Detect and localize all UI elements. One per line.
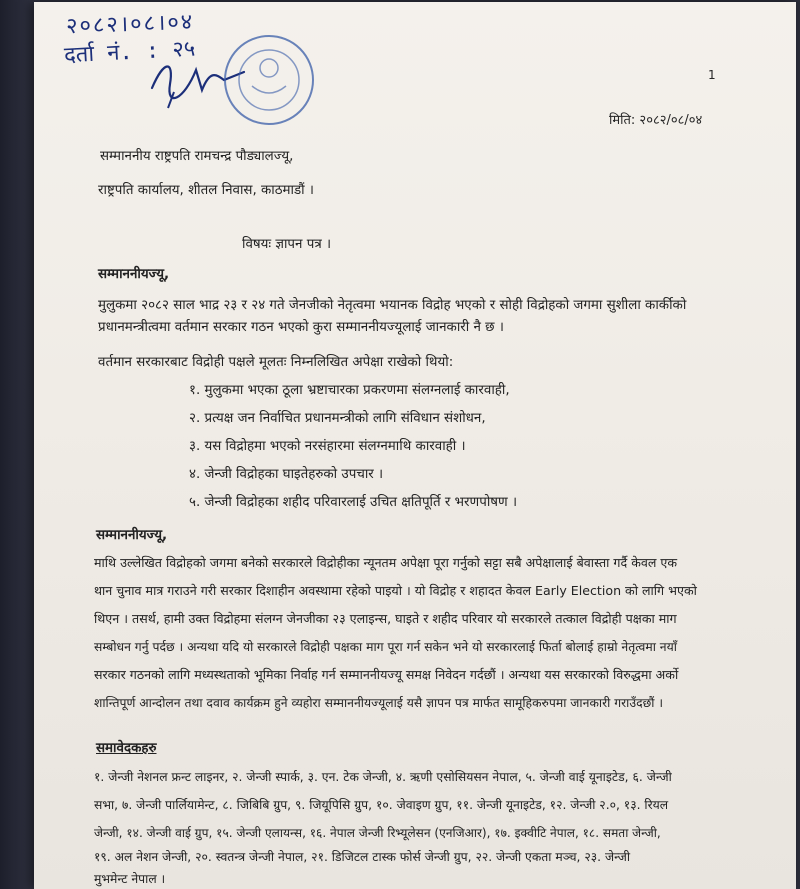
demand-item: ५. जेन्जी विद्रोहका शहीद परिवारलाई उचित क्षतिपूर्ति र भरणपोषण ।: [189, 495, 518, 510]
salutation-first: सम्माननीयज्यू,: [98, 267, 170, 282]
subject-line: विषयः ज्ञापन पत्र ।: [242, 237, 332, 252]
paragraph-line: वर्तमान सरकारबाट विद्रोही पक्षले मूलतः निम्नलिखित अपेक्षा राखेको थियो:: [98, 355, 454, 370]
demand-item: ४. जेन्जी विद्रोहका घाइतेहरुको उपचार ।: [189, 467, 384, 482]
paragraph-line: माथि उल्लेखित विद्रोहको जगमा बनेको सरकारले विद्रोहीका न्यूनतम अपेक्षा पूरा गर्नुको सट्टा सबै अपेक्षालाई बेवास्ता गर्दै केवल एक: [94, 555, 678, 570]
signatories-line: १९. अल नेशन जेन्जी, २०. स्वतन्त्र जेन्जी नेपाल, २१. डिजिटल टास्क फोर्स जेन्जी ग्रुप, २२. जेन्जी एकता मञ्च, २३. जेन्जी: [94, 850, 631, 864]
demand-item: १. मुलुकमा भएका ठूला भ्रष्टाचारका प्रकरणमा संलग्नलाई कारवाही,: [189, 383, 510, 398]
paragraph-line: शान्तिपूर्ण आन्दोलन तथा दवाव कार्यक्रम हुने व्यहोरा सम्माननीयज्यूलाई यसै ज्ञापन पत्र मार्फत सामूहिकरुपमा जानकारी गराउँदछौं ।: [94, 696, 663, 710]
paragraph-line: मुलुकमा २०८२ साल भाद्र २३ र २४ गते जेनजीको नेतृत्वमा भयानक विद्रोह भएको र सोही विद्रोहको जगमा सुशीला कार्कीको: [98, 298, 687, 313]
page-number: 1: [708, 68, 716, 82]
signatories-line: १. जेन्जी नेशनल फ्रन्ट लाइनर, २. जेन्जी स्पार्क, ३. एन. टेक जेन्जी, ४. ऋणी एसोसियसन नेपाल, ५. जेन्जी वाई यूनाइटेड, ६. जेन्जी: [94, 770, 672, 784]
paragraph-line: सम्बोधन गर्नु पर्दछ । अन्यथा यदि यो सरकारले विद्रोही पक्षका माग पूरा गर्न सकेन भने यो सरकारलाई फिर्ता बोलाई हाम्रो नेतृत्वमा नयाँ: [94, 640, 677, 654]
paragraph-line: सरकार गठनको लागि मध्यस्थताको भूमिका निर्वाह गर्न सम्माननीयज्यू समक्ष निवेदन गर्दछौं । अन्यथा यस सरकारको विरुद्धमा अर्को: [94, 667, 679, 682]
signatories-line: सभा, ७. जेन्जी पार्लियामेन्ट, ८. जिबिबि ग्रुप, ९. जियूपिसि ग्रुप, १०. जेवाइण ग्रुप, ११. जेन्जी यूनाइटेड, १२. जेन्जी २.०, १३. रियल: [94, 798, 669, 812]
paragraph-line: प्रधानमन्त्रीत्वमा वर्तमान सरकार गठन भएको कुरा सम्माननीयज्यूलाई जानकारी नै छ ।: [98, 320, 504, 335]
office-stamp-icon: [214, 30, 324, 130]
paragraph-line: थान चुनाव मात्र गराउने गरी सरकार दिशाहीन अवस्थामा रहेको पाइयो । यो विद्रोह र शहादत केवल Early Election को लागि भएको: [94, 583, 697, 598]
letter-date: मिति: २०८२/०८/०४: [609, 113, 703, 128]
demand-item: २. प्रत्यक्ष जन निर्वाचित प्रधानमन्त्रीको लागि संविधान संशोधन,: [189, 411, 486, 426]
recipient-address: राष्ट्रपति कार्यालय, शीतल निवास, काठमाडौं ।: [98, 183, 314, 198]
salutation-second: सम्माननीयज्यू,: [96, 528, 168, 543]
recipient-name: सम्माननीय राष्ट्रपति रामचन्द्र पौड्यालज्यू,: [100, 149, 294, 164]
handwritten-reference: २०८२।०८।०४: [65, 9, 195, 40]
signatories-line: जेन्जी, १४. जेन्जी वाई ग्रुप, १५. जेन्जी एलायन्स, १६. नेपाल जेन्जी रिभ्यूलेसन (एनजिआर), १७. इक्वीटि नेपाल, १८. समता जेन्जी,: [94, 826, 661, 840]
signatories-heading: समावेदकहरु: [96, 741, 157, 756]
handwritten-darta-number: दर्ता नं. : २५: [63, 36, 196, 69]
paragraph-line: थिएन । तसर्थ, हामी उक्त विद्रोहमा संलग्न जेनजीका २३ एलाइन्स, घाइते र शहीद परिवार यो सरकारले तत्काल विद्रोही पक्षका माग: [94, 611, 677, 626]
letter-page: [34, 2, 796, 889]
signatories-line: मुभमेन्ट नेपाल ।: [94, 872, 166, 886]
demand-item: ३. यस विद्रोहमा भएको नरसंहारमा संलग्नमाथि कारवाही ।: [189, 439, 466, 454]
